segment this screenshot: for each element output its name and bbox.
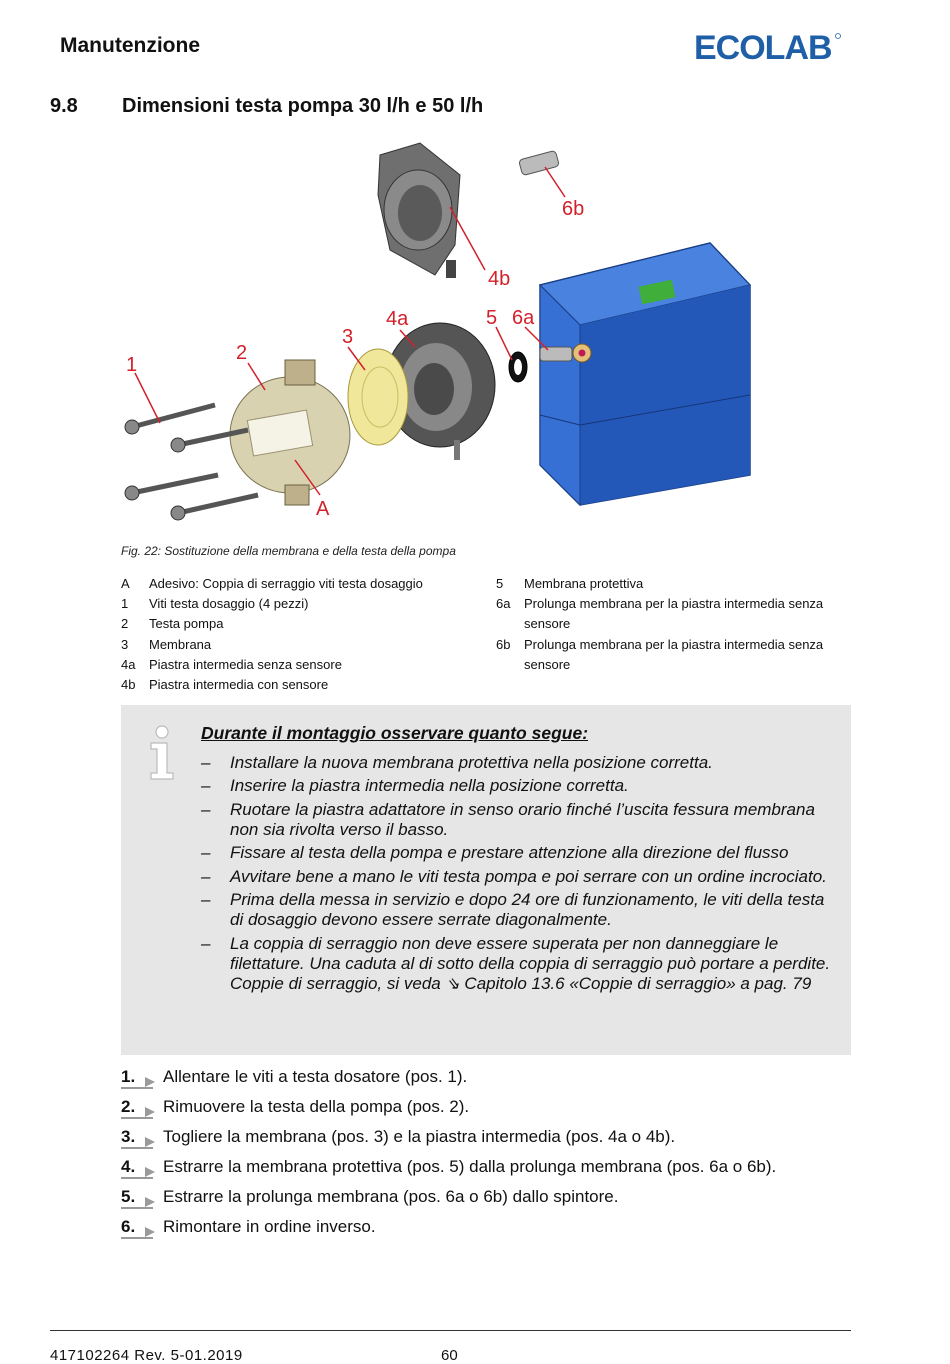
legend-row — [496, 635, 846, 675]
step-arrow-icon — [145, 1107, 155, 1117]
legend-left — [121, 574, 481, 695]
legend-key: 3 — [121, 636, 129, 652]
legend-text: Membrana protettiva — [524, 576, 644, 591]
footer-divider — [50, 1330, 851, 1331]
step-number: 1. — [121, 1066, 163, 1087]
intermediate-plate-4b-illustration — [378, 143, 460, 278]
pump-body-illustration — [540, 243, 750, 505]
legend-row — [121, 614, 481, 634]
info-icon — [145, 725, 179, 781]
legend-key: 2 — [121, 616, 129, 632]
callout-3: 3 — [342, 326, 354, 348]
legend-row — [496, 594, 846, 634]
note-list — [201, 753, 841, 998]
figure-caption: Fig. 22: Sostituzione della membrana e della testa della pompa — [121, 544, 456, 558]
legend-key: 4b — [121, 677, 136, 693]
legend-key: 6b — [496, 636, 511, 652]
callout-5: 5 — [486, 307, 498, 329]
legend-text: Membrana — [149, 636, 212, 652]
step-number: 5. — [121, 1186, 163, 1207]
legend-key: A — [121, 576, 130, 591]
step-arrow-icon — [145, 1227, 155, 1237]
legend-text: Piastra intermedia senza sensore — [149, 656, 342, 672]
step-arrow-icon — [145, 1167, 155, 1177]
step-text: Estrarre la prolunga membrana (pos. 6a o 6b) dallo spintore. — [163, 1187, 619, 1206]
legend-row — [496, 574, 846, 594]
page-number: 60 — [441, 1347, 458, 1364]
legend-key: 1 — [121, 596, 129, 612]
section-number: 9.8 — [50, 95, 78, 117]
legend-text: Prolunga membrana per la piastra intermedia senza sensore — [524, 596, 824, 632]
ecolab-logo — [694, 26, 842, 64]
legend-text: Piastra intermedia con sensore — [149, 677, 329, 693]
legend-row — [121, 594, 481, 614]
procedure-step — [121, 1096, 776, 1126]
step-arrow-icon — [145, 1137, 155, 1147]
callout-4a: 4a — [386, 308, 409, 330]
pump-head-exploded-figure — [120, 135, 760, 530]
legend-key: 4a — [121, 656, 136, 672]
callout-6b: 6b — [562, 198, 585, 220]
step-text: Rimontare in ordine inverso. — [163, 1217, 376, 1236]
legend-key: 6a — [496, 596, 511, 612]
procedure-step — [121, 1066, 776, 1096]
step-text: Estrarre la membrana protettiva (pos. 5) dalla prolunga membrana (pos. 6a o 6b). — [163, 1157, 777, 1176]
step-number: 2. — [121, 1096, 163, 1117]
legend-row — [121, 635, 481, 655]
procedure-step — [121, 1156, 776, 1186]
note-item: – Avvitare bene a mano le viti testa pompa e poi serrare con un ordine incrociato. — [201, 866, 827, 886]
protective-membrane-5-illustration — [509, 352, 527, 382]
legend-text: Adesivo: Coppia di serraggio viti testa dosaggio — [149, 576, 423, 591]
procedure-step — [121, 1186, 776, 1216]
legend-text: Viti testa dosaggio (4 pezzi) — [149, 596, 309, 612]
note-item: – Fissare al testa della pompa e prestare attenzione alla direzione del flusso — [201, 843, 789, 863]
extension-6a-illustration — [540, 347, 572, 361]
note-item: – Installare la nuova membrana protettiva nella posizione corretta. — [201, 753, 713, 772]
page-header-title: Manutenzione — [60, 34, 200, 57]
legend-right — [496, 574, 846, 675]
step-arrow-icon — [145, 1197, 155, 1207]
legend-key: 5 — [496, 576, 504, 591]
step-text: Rimuovere la testa della pompa (pos. 2). — [163, 1097, 470, 1116]
procedure-step — [121, 1126, 776, 1156]
callout-4b: 4b — [488, 268, 511, 290]
legend-text: Prolunga membrana per la piastra intermedia senza sensore — [524, 636, 824, 672]
procedure-steps — [121, 1066, 776, 1246]
step-text: Togliere la membrana (pos. 3) e la piastra intermedia (pos. 4a o 4b). — [163, 1127, 676, 1146]
section-title-text: Dimensioni testa pompa 30 l/h e 50 l/h — [122, 95, 484, 117]
step-number: 4. — [121, 1156, 163, 1177]
section-title — [50, 95, 483, 118]
callout-A: A — [316, 498, 330, 520]
svg-text:ECOLAB: ECOLAB — [694, 29, 832, 64]
step-number: 6. — [121, 1216, 163, 1237]
callout-6a: 6a — [512, 307, 535, 329]
legend-row — [121, 675, 481, 695]
extension-6b-illustration — [519, 150, 560, 175]
callout-1: 1 — [126, 354, 138, 376]
info-note-box — [121, 705, 851, 1055]
note-heading: Durante il montaggio osservare quanto segue: — [201, 723, 589, 743]
legend-row — [121, 655, 481, 675]
procedure-step — [121, 1216, 776, 1246]
note-item: – La coppia di serraggio non deve essere superata per non danneggiare le filettature. Una caduta al di sotto della coppia di serraggio può portare a perdite. Coppie di serraggio, si veda ⇘ Capitolo 13.6 «Coppie di serraggio» a pag. 79 — [201, 933, 831, 994]
footer-doc-ref: 417102264 Rev. 5-01.2019 — [50, 1347, 243, 1364]
legend-row — [121, 574, 481, 594]
legend-text: Testa pompa — [149, 616, 224, 632]
membrane-3-illustration — [348, 349, 408, 445]
note-item: – Ruotare la piastra adattatore in senso orario finché l’uscita fessura membrana non sia rivolta verso il basso. — [201, 799, 815, 839]
step-text: Allentare le viti a testa dosatore (pos. 1). — [163, 1067, 468, 1086]
callout-2: 2 — [236, 342, 248, 364]
step-number: 3. — [121, 1126, 163, 1147]
note-item: – Prima della messa in servizio e dopo 24 ore di funzionamento, le viti della testa di dosaggio devono essere serrate diagonalmente. — [201, 890, 825, 930]
step-arrow-icon — [145, 1077, 155, 1087]
note-item: – Inserire la piastra intermedia nella posizione corretta. — [201, 776, 629, 796]
